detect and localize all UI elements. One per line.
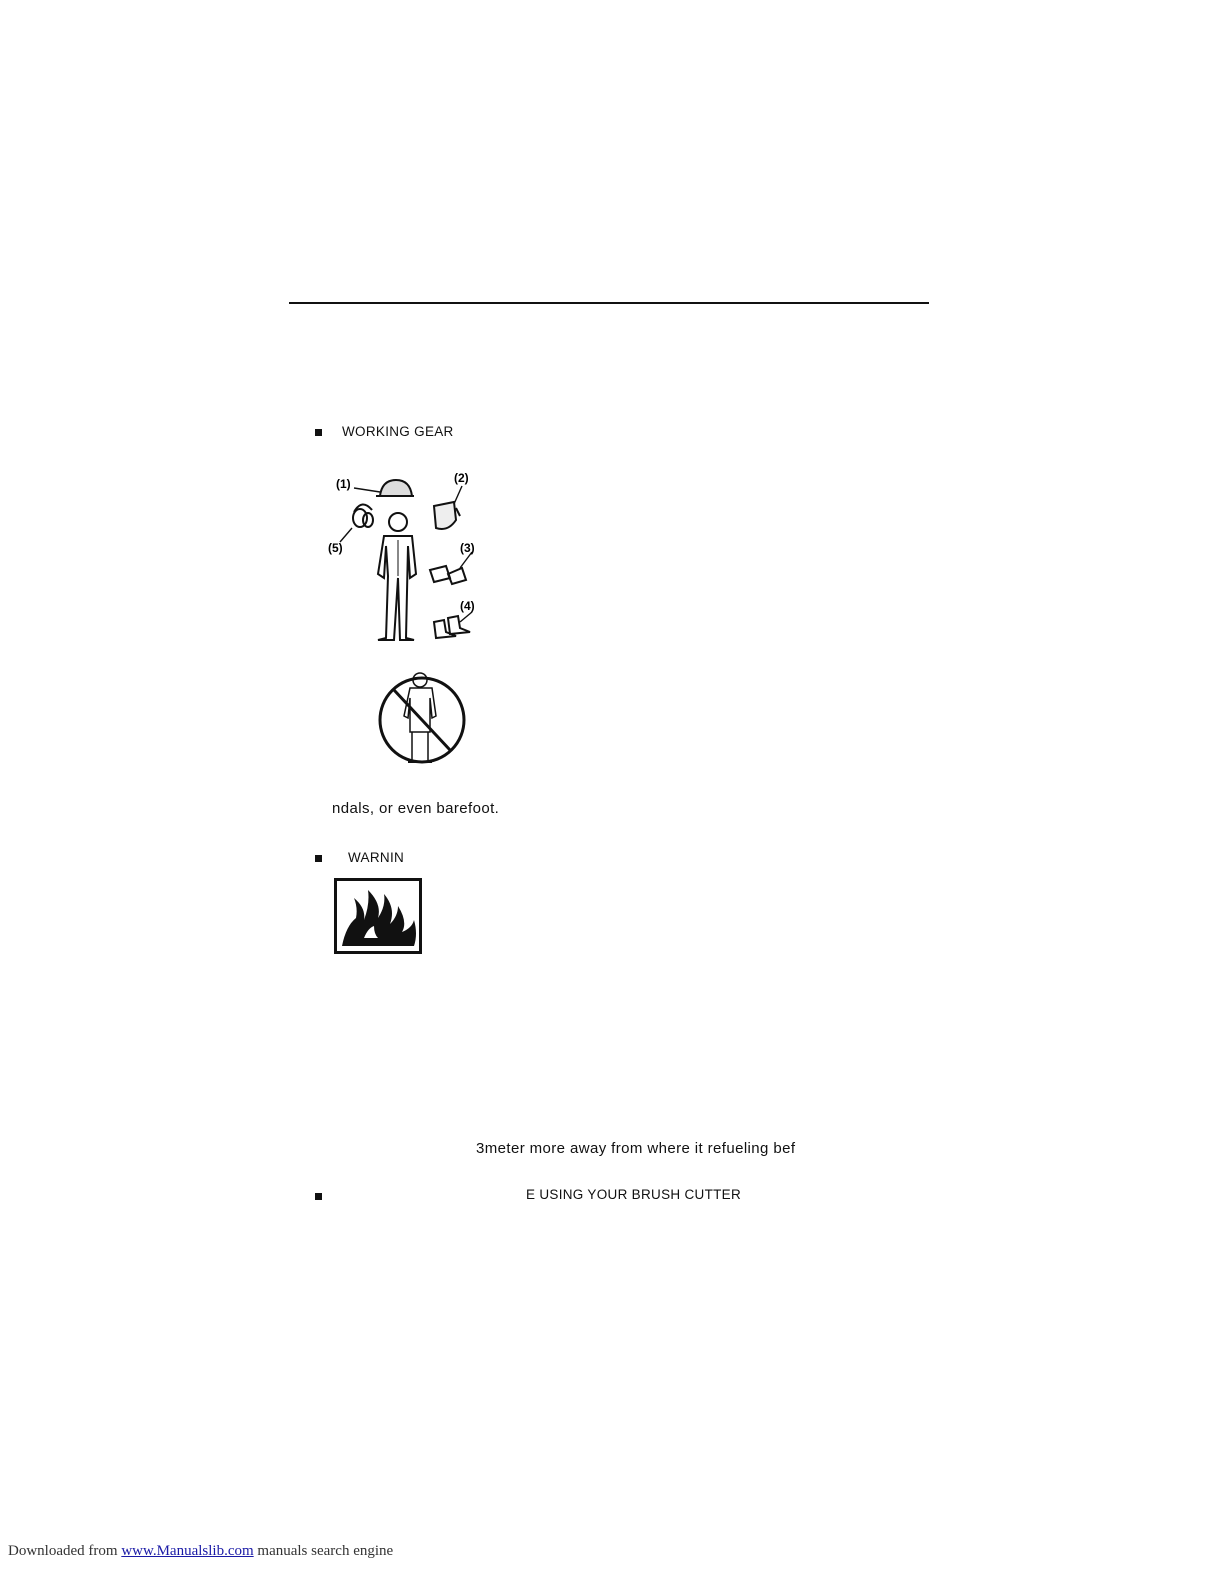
- label-1: (1): [336, 477, 351, 491]
- label-2: (2): [454, 471, 469, 485]
- section-heading-warning: WARNIN: [348, 850, 405, 865]
- footer-suffix: manuals search engine: [253, 1543, 394, 1559]
- label-4: (4): [460, 599, 475, 613]
- section-heading-working-gear: WORKING GEAR: [342, 424, 454, 439]
- footer-prefix: Downloaded from: [8, 1543, 122, 1559]
- label-3: (3): [460, 541, 475, 555]
- refuel-note: 3meter more away from where it refueling bef: [476, 1140, 796, 1157]
- no-shorts-icon: [376, 668, 468, 770]
- bullet-icon: [315, 855, 322, 862]
- header-rule: [289, 302, 929, 304]
- barefoot-note: ndals, or even barefoot.: [332, 800, 500, 817]
- working-gear-figure: [322, 466, 492, 652]
- bullet-icon: [315, 429, 322, 436]
- footer: [8, 1543, 393, 1560]
- footer-link[interactable]: www.Manualslib.com: [121, 1543, 254, 1559]
- fire-icon: [334, 878, 422, 954]
- bullet-icon: [315, 1193, 322, 1200]
- label-5: (5): [328, 541, 343, 555]
- section-heading-before-using: E USING YOUR BRUSH CUTTER: [526, 1187, 742, 1202]
